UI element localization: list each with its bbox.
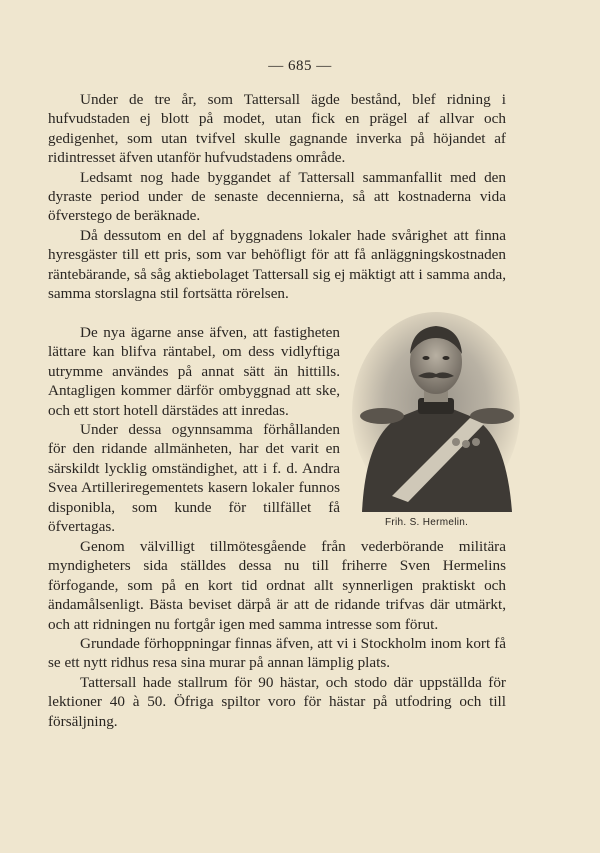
paragraph: Under dessa ogynnsamma förhållanden för den ridande allmänheten, har det varit en särskildt lycklig omständighet, att i f. d. Andra Svea Artilleriregementets kasern lokaler funnos disponibla, som kunde för tillfället få öfvertagas.	[48, 421, 340, 536]
portrait-caption: Frih. S. Hermelin.	[385, 517, 469, 528]
paragraph: Grundade förhoppningar finnas äfven, att vi i Stockholm inom kort få se ett nytt ridhus resa sina murar på annan lämplig plats.	[48, 635, 506, 672]
page-number: — 685 —	[268, 58, 332, 74]
paragraph: Under de tre år, som Tattersall ägde bestånd, blef ridning i hufvudstaden ej blott på modet, utan fick en prägel af allvar och gedigenhet, som utan tvifvel skulle gagnande inverka på höjandet af ridintresset äfven utanför hufvudstadens område.	[48, 91, 506, 167]
paragraph: Tattersall hade stallrum för 90 hästar, och stodo där uppställda för lektioner 40 à 50. Öfriga spiltor voro för hästar på utfodring och till försäljning.	[48, 673, 506, 730]
portrait-image	[352, 312, 520, 512]
paragraph: Då dessutom en del af byggnadens lokaler hade svårighet att finna hyresgäster till ett pris, som var behöfligt för att få anläggningskostnaden räntebärande, så såg aktiebolaget Tattersall sig ej mäktigt att i samma anda, samma storslagna stil fortsätta rörelsen.	[48, 226, 506, 303]
text-block-top	[48, 90, 506, 303]
text-block-wrapped	[48, 323, 340, 536]
paragraph: Ledsamt nog hade byggandet af Tattersall sammanfallit med den dyraste period under de senaste decennierna, så att kostnaderna vida öfverstego de beräknade.	[48, 168, 506, 225]
paragraph: Genom välvilligt tillmötesgående från vederbörande militära myndigheters sida ställdes dessa nu till friherre Sven Hermelins förfogande, som på en kort tid ordnat allt synnerligen praktiskt och ändamålsenligt. Bästa beviset därpå är att de ridande trifvas där utmärkt, och att ridningen nu fortgår igen med samma intresse som förut.	[48, 538, 506, 633]
paragraph: De nya ägarne anse äfven, att fastigheten lättare kan blifva räntabel, om dess vidlyftiga utrymme användes på annat sätt än hittills. Antagligen kommer därför ombyggnad att ske, och ett stort hotell därstädes att inredas.	[48, 324, 340, 419]
text-block-bottom	[48, 537, 506, 731]
